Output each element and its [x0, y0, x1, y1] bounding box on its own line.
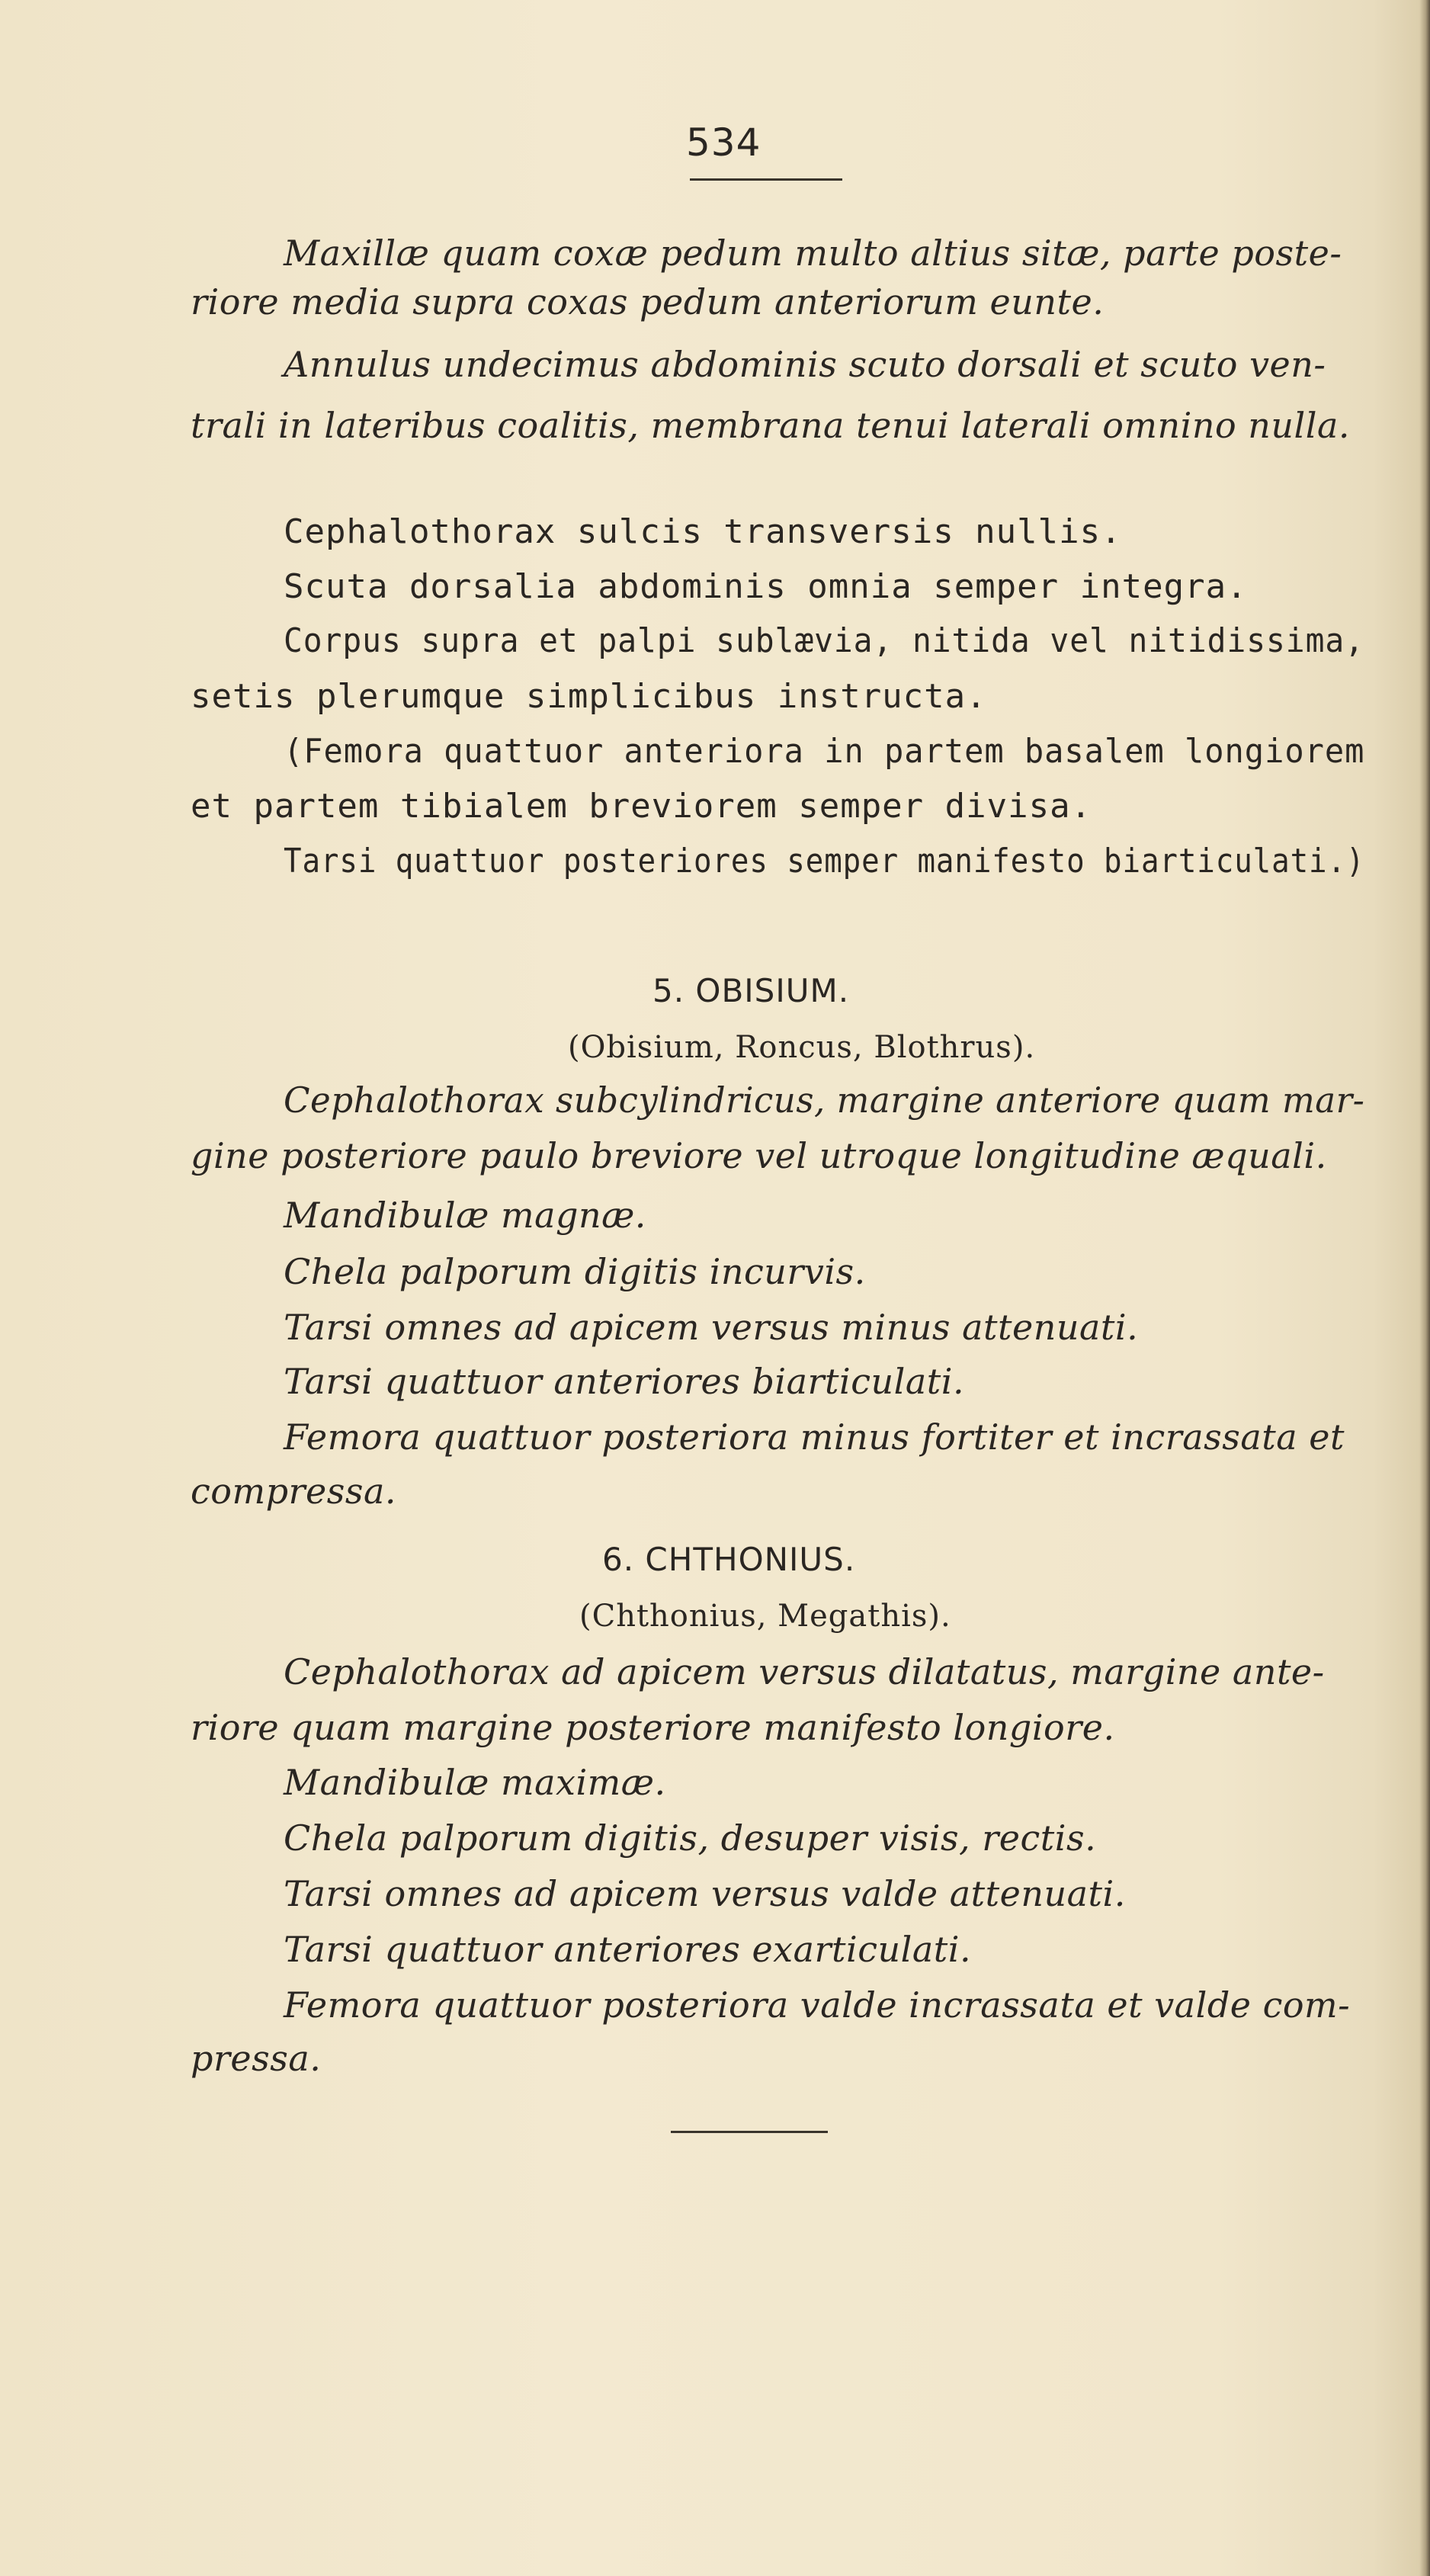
section-synonyms-chthonius: (Chthonius, Megathis).: [579, 1599, 951, 1634]
intro-line: Annulus undecimus abdominis scuto dorsali et scuto ven-: [284, 344, 1326, 385]
chthonius-line: Femora quattuor posteriora valde incrassata et valde com-: [284, 1984, 1351, 2026]
end-rule: [671, 2131, 828, 2133]
chthonius-line: Tarsi omnes ad apicem versus valde attenuati.: [284, 1873, 1126, 1914]
description-line: setis plerumque simplicibus instructa.: [191, 677, 987, 716]
intro-line: riore media supra coxas pedum anteriorum eunte.: [191, 281, 1105, 322]
obisium-line: Tarsi omnes ad apicem versus minus attenuati.: [284, 1307, 1139, 1348]
description-line: Scuta dorsalia abdominis omnia semper integra.: [284, 567, 1248, 606]
description-line: Corpus supra et palpi sublævia, nitida vel nitidissima,: [284, 621, 1364, 660]
chthonius-line: pressa.: [191, 2038, 322, 2079]
section-title-chthonius: 6. CHTHONIUS.: [602, 1541, 856, 1578]
page-number-underline: [690, 178, 842, 181]
chthonius-line: Mandibulæ maximæ.: [284, 1762, 666, 1803]
obisium-line: gine posteriore paulo breviore vel utroque longitudine æquali.: [191, 1135, 1327, 1176]
section-title-obisium: 5. OBISIUM.: [652, 972, 850, 1009]
description-line: Cephalothorax sulcis transversis nullis.: [284, 512, 1122, 551]
page-edge-shadow: [1419, 0, 1430, 2576]
description-line: et partem tibialem breviorem semper divisa.: [191, 787, 1092, 826]
intro-line: trali in lateribus coalitis, membrana tenui laterali omnino nulla.: [191, 405, 1351, 446]
chthonius-line: riore quam margine posteriore manifesto longiore.: [191, 1707, 1115, 1748]
page-number: 534: [686, 120, 761, 165]
obisium-line: Femora quattuor posteriora minus fortiter et incrassata et: [284, 1416, 1345, 1458]
description-line: (Femora quattuor anteriora in partem basalem longiorem: [284, 732, 1365, 771]
section-synonyms-obisium: (Obisium, Roncus, Blothrus).: [568, 1030, 1036, 1065]
obisium-line: Tarsi quattuor anteriores biarticulati.: [284, 1361, 965, 1402]
obisium-line: Chela palporum digitis incurvis.: [284, 1251, 866, 1292]
chthonius-line: Tarsi quattuor anteriores exarticulati.: [284, 1929, 972, 1970]
description-line: Tarsi quattuor posteriores semper manifesto biarticulati.): [284, 842, 1365, 881]
obisium-line: Cephalothorax subcylindricus, margine anteriore quam mar-: [284, 1079, 1365, 1121]
chthonius-line: Chela palporum digitis, desuper visis, rectis.: [284, 1817, 1097, 1859]
intro-line: Maxillæ quam coxæ pedum multo altius sitæ, parte poste-: [284, 233, 1342, 274]
obisium-line: Mandibulæ magnæ.: [284, 1195, 646, 1236]
obisium-line: compressa.: [191, 1471, 396, 1512]
chthonius-line: Cephalothorax ad apicem versus dilatatus, margine ante-: [284, 1651, 1325, 1692]
